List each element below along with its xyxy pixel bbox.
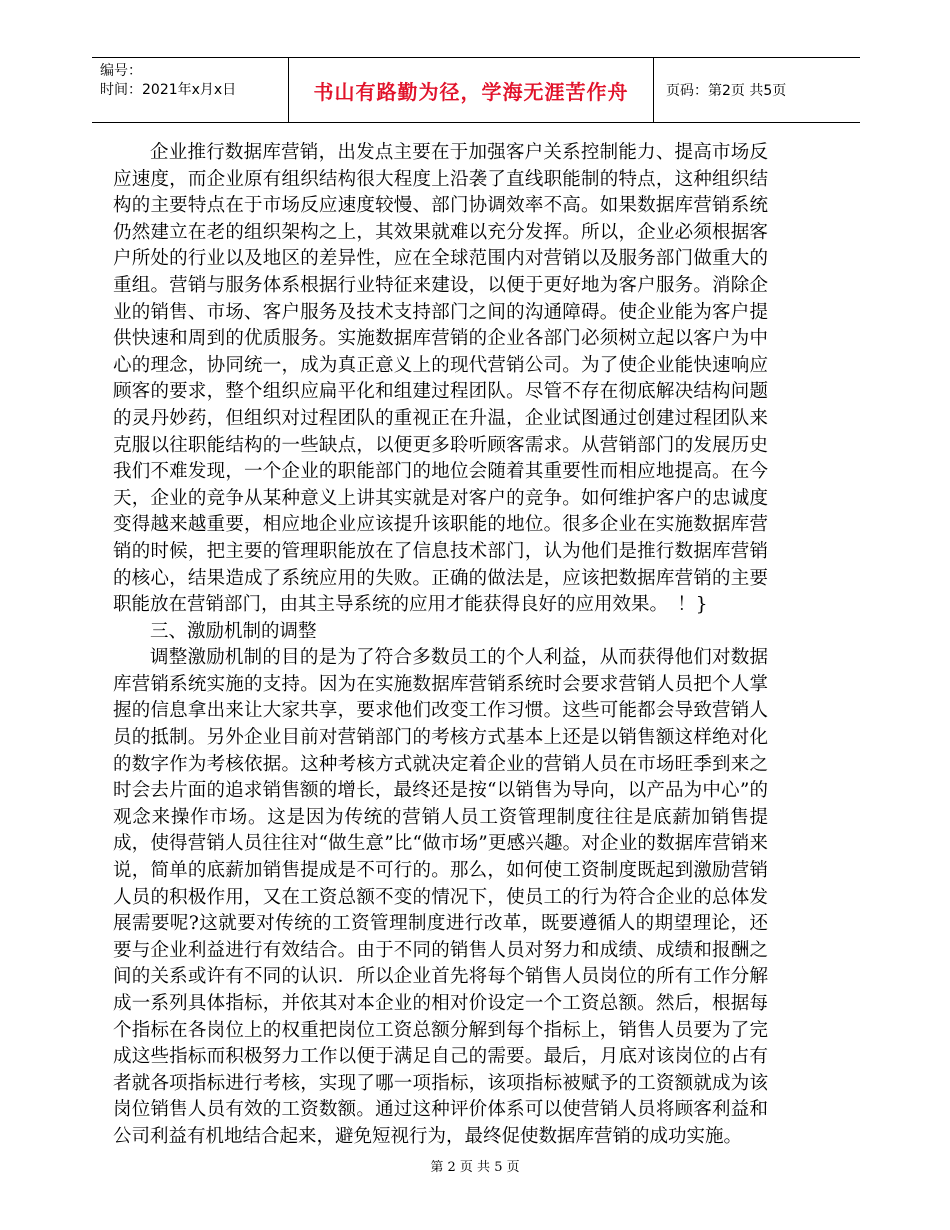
- document-body: [113, 140, 768, 1151]
- body-paragraph-2: 调整激励机制的目的是为了符合多数员工的个人利益，从而获得他们对数据库营销系统实施的支持。因为在实施数据库营销系统时会要求营销人员把个人掌握的信息拿出来让大家共享，要求他们改变工作习惯。这些可能都会导致营销人员的抵制。另外企业目前对营销部门的考核方式基本上还是以销售额这样绝对化的数字作为考核依据。这种考核方式就决定着企业的营销人员在市场旺季到来之时会去片面的追求销售额的增长，最终还是按“以销售为导向，以产品为中心”的观念来操作市场。这是因为传统的营销人员工资管理制度往往是底薪加销售提成，使得营销人员往往对“做生意”比“做市场”更感兴趣。对企业的数据库营销来说，简单的底薪加销售提成是不可行的。那么，如何使工资制度既起到激励营销人员的积极作用，又在工资总额不变的情况下，使员工的行为符合企业的总体发展需要呢?这就要对传统的工资管理制度进行改革，既要遵循人的期望理论，还要与企业利益进行有效结合。由于不同的销售人员对努力和成绩、成绩和报酬之间的关系或许有不同的认识．所以企业首先将每个销售人员岗位的所有工作分解成一系列具体指标，并依其对本企业的相对价设定一个工资总额。然后，根据每个指标在各岗位上的权重把岗位工资总额分解到每个指标上，销售人员要为了完成这些指标而积极努力工作以便于满足自己的需要。最后，月底对该岗位的占有者就各项指标进行考核，实现了哪一项指标，该项指标被赋予的工资额就成为该岗位销售人员有效的工资数额。通过这种评价体系可以使营销人员将顾客利益和公司利益有机地结合起来，避免短视行为，最终促使数据库营销的成功实施。: [113, 647, 768, 1147]
- page-footer: 第 2 页 共 5 页: [430, 1160, 520, 1175]
- document-number-label: 编号：: [100, 63, 142, 79]
- page-header: [92, 57, 860, 123]
- document-time-label: 时间：2021年x月x日: [100, 82, 237, 98]
- header-page-label: 页码：第2页 共5页: [666, 83, 787, 99]
- header-meta: [92, 58, 288, 122]
- header-motto: 书山有路勤为径，学海无涯苦作舟: [288, 58, 654, 122]
- section-heading-3: 三、激励机制的调整: [150, 620, 317, 642]
- body-paragraph-1: 企业推行数据库营销，出发点主要在于加强客户关系控制能力、提高市场反应速度，而企业原有组织结构很大程度上沿袭了直线职能制的特点，这种组织结构的主要特点在于市场反应速度较慢、部门协调效率不高。如果数据库营销系统仍然建立在老的组织架构之上，其效果就难以充分发挥。所以，企业必须根据客户所处的行业以及地区的差异性，应在全球范围内对营销以及服务部门做重大的重组。营销与服务体系根据行业特征来建设，以便于更好地为客户服务。消除企业的销售、市场、客户服务及技术支持部门之间的沟通障碍。使企业能为客户提供快速和周到的优质服务。实施数据库营销的企业各部门必须树立起以客户为中心的理念，协同统一，成为真正意义上的现代营销公司。为了使企业能快速响应顾客的要求，整个组织应扁平化和组建过程团队。尽管不存在彻底解决结构问题的灵丹妙药，但组织对过程团队的重视正在升温，企业试图通过创建过程团队来克服以往职能结构的一些缺点，以便更多聆听顾客需求。从营销部门的发展历史我们不难发现，一个企业的职能部门的地位会随着其重要性而相应地提高。在今天，企业的竞争从某种意义上讲其实就是对客户的竞争。如何维护客户的忠诚度变得越来越重要，相应地企业应该提升该职能的地位。很多企业在实施数据库营销的时候，把主要的管理职能放在了信息技术部门，认为他们是推行数据库营销的核心，结果造成了系统应用的失败。正确的做法是，应该把数据库营销的主要职能放在营销部门，由其主导系统的应用才能获得良好的应用效果。 ！}: [113, 142, 768, 616]
